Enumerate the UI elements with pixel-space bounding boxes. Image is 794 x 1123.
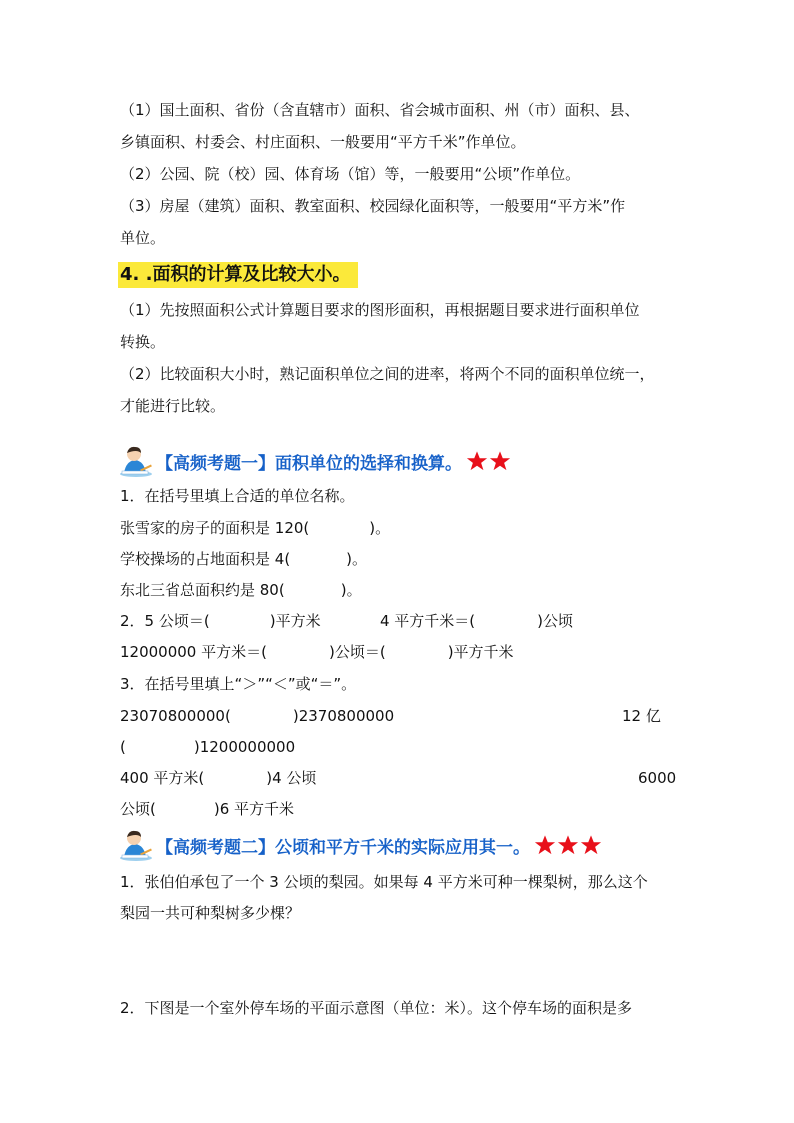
q1a-prefix: 张雪家的房子的面积是 120( xyxy=(120,519,310,537)
section3-p3-line2: 单位。 xyxy=(120,229,166,247)
topic1-q2b xyxy=(380,611,573,631)
topic2-title: 【高频考题二】公顷和平方千米的实际应用其一。 xyxy=(156,837,530,858)
section4-p2-line2: 才能进行比较。 xyxy=(120,397,226,415)
topic2-q1-line1: 1．张伯伯承包了一个 3 公顷的梨园。如果每 4 平方米可种一棵梨树，那么这个 xyxy=(120,873,648,891)
q3a-suffix: )2370800000 xyxy=(292,707,395,725)
q2c-middle: )公顷＝( xyxy=(328,643,386,661)
q1b-suffix: )。 xyxy=(346,550,368,568)
topic1-q1a xyxy=(120,518,390,538)
topic1-q2a xyxy=(120,611,321,631)
topic1-q3d-number: 6000 xyxy=(638,769,677,787)
section3-p1-line2: 乡镇面积、村委会、村庄面积、一般要用“平方千米”作单位。 xyxy=(120,133,526,151)
section4-p1-line1: （1）先按照面积公式计算题目要求的图形面积，再根据题目要求进行面积单位 xyxy=(120,301,640,319)
topic1-q1b xyxy=(120,549,367,569)
q2b-prefix: 4 平方千米＝( xyxy=(380,612,476,630)
star-icon xyxy=(489,450,511,472)
topic2-header xyxy=(118,828,603,862)
q3d-suffix: )6 平方千米 xyxy=(213,800,295,818)
topic1-stars xyxy=(466,450,512,472)
q2c-prefix: 12000000 平方米＝( xyxy=(120,643,267,661)
q2a-prefix: 2．5 公顷＝( xyxy=(120,612,210,630)
topic2-stars xyxy=(534,834,603,856)
q3c-suffix: )4 公顷 xyxy=(266,769,317,787)
student-writing-icon xyxy=(118,828,154,862)
q1a-suffix: )。 xyxy=(369,519,391,537)
section4-heading: 4. .面积的计算及比较大小。 xyxy=(118,262,358,288)
topic1-q3: 3．在括号里填上“＞”“＜”或“＝”。 xyxy=(120,675,357,693)
q3c-prefix: 400 平方米( xyxy=(120,769,205,787)
section3-p2: （2）公园、院（校）园、体育场（馆）等，一般要用“公顷”作单位。 xyxy=(120,165,581,183)
topic1-q3d xyxy=(120,799,294,819)
topic1-q3a xyxy=(120,706,394,726)
topic1-q1: 1．在括号里填上合适的单位名称。 xyxy=(120,487,355,505)
q2a-suffix: )平方米 xyxy=(269,612,321,630)
topic1-q2c xyxy=(120,642,514,662)
topic1-header xyxy=(118,444,512,478)
q3a-prefix: 23070800000( xyxy=(120,707,231,725)
student-writing-icon xyxy=(118,444,154,478)
topic1-title: 【高频考题一】面积单位的选择和换算。 xyxy=(156,453,462,474)
star-icon xyxy=(466,450,488,472)
section4-p2-line1: （2）比较面积大小时，熟记面积单位之间的进率，将两个不同的面积单位统一， xyxy=(120,365,655,383)
q2b-suffix: )公顷 xyxy=(537,612,574,630)
section3-p3-line1: （3）房屋（建筑）面积、教室面积、校园绿化面积等，一般要用“平方米”作 xyxy=(120,197,626,215)
topic1-q3b xyxy=(120,737,295,757)
q1c-suffix: )。 xyxy=(340,581,362,599)
topic1-q1c xyxy=(120,580,362,600)
q1c-prefix: 东北三省总面积约是 80( xyxy=(120,581,285,599)
star-icon xyxy=(580,834,602,856)
q1b-prefix: 学校操场的占地面积是 4( xyxy=(120,550,291,568)
section3-p1-line1: （1）国土面积、省份（含直辖市）面积、省会城市面积、州（市）面积、县、 xyxy=(120,101,640,119)
q3b-suffix: )1200000000 xyxy=(193,738,296,756)
star-icon xyxy=(557,834,579,856)
q3b-open: ( xyxy=(120,738,126,756)
q3d-prefix: 公顷( xyxy=(120,800,156,818)
topic1-q3c xyxy=(120,768,316,788)
section4-p1-line2: 转换。 xyxy=(120,333,166,351)
topic1-q3b-number: 12 亿 xyxy=(622,707,661,725)
star-icon xyxy=(534,834,556,856)
topic2-q2-line1: 2．下图是一个室外停车场的平面示意图（单位：米）。这个停车场的面积是多 xyxy=(120,999,633,1017)
q2c-suffix: )平方千米 xyxy=(447,643,514,661)
topic2-q1-line2: 梨园一共可种梨树多少棵？ xyxy=(120,904,301,922)
